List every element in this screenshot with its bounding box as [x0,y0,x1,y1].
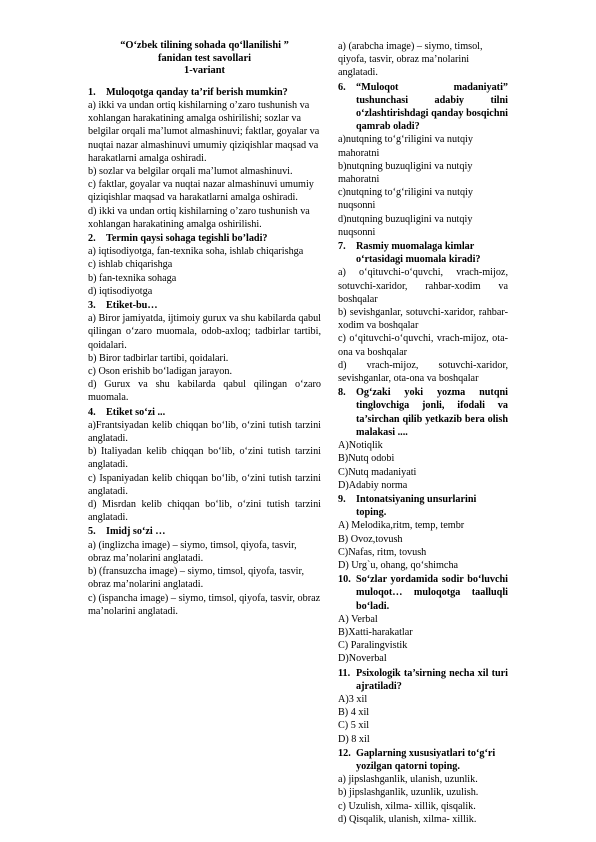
question-number: 11. [338,667,351,679]
option-c: C)Nafas, ritm, tovush [338,546,427,558]
question-text: So‘zlar yordamida sodir bo‘luvchi muloqot… muloqotga taalluqli bo‘ladi. [356,574,508,612]
option-c: c)nutqning to‘g‘riligini va nutqiy nuqsonni [338,187,473,212]
option-d: d) ikki va undan ortiq kishilarning o’zaro tushunish va xohlangan harakatining amalga oshirilishi. [88,205,310,230]
right-column [338,40,508,826]
option-d-continued: a) (arabcha image) – siymo, timsol, qiyofa, tasvir, obraz ma’nolarini anglatadi. [338,41,483,79]
option-b: b) Italiyadan kelib chiqqan bo‘lib, o‘zini tutish tarzini anglatadi. [88,446,321,471]
question-number: 2. [88,233,96,245]
option-a: a)nutqning to‘g‘riligini va nutqiy mahoratni [338,134,473,159]
question-text: Intonatsiyaning unsurlarini toping. [356,493,477,519]
question-number: 5. [88,526,96,538]
question-2 [88,232,321,245]
option-a: A)Notiqlik [338,440,383,452]
question-12 [338,747,508,773]
question-10 [338,573,508,613]
question-7 [338,240,508,266]
question-number: 4. [88,406,96,418]
option-a: a) Biror jamiyatda, ijtimoiy gurux va shu kabilarda qabul qilingan o‘zaro muomala, odob-axloq; tadbirlar tartibi, qoidalari. [88,313,321,351]
option-b: b)nutqning buzuqligini va nutqiy mahoratni [338,160,473,186]
option-d: d) iqtisodiyotga [88,285,153,297]
document-title [88,40,321,78]
option-b: b) jipslashganlik, uzunlik, uzulish. [338,787,479,799]
title-line-1: “O‘zbek tilining sohada qo‘llanilishi ” [120,40,289,51]
option-d: D)Noverbal [338,653,387,665]
question-text: Etiket so‘zi ... [106,406,166,418]
option-a: a) jipslashganlik, ulanish, uzunlik. [338,774,478,786]
option-b: b) fan-texnika sohaga [88,272,177,284]
option-d: d) Qisqalik, ulanish, xilma- xillik. [338,813,477,825]
option-b: b) (fransuzcha image) – siymo, timsol, qiyofa, tasvir, obraz ma’nolarini anglatadi. [88,566,305,591]
question-9 [338,493,508,519]
question-1 [88,86,321,99]
option-d: d)nutqning buzuqligini va nutqiy nuqsonni [338,213,473,238]
option-b: B) Ovoz,tovush [338,533,403,545]
question-text: “Muloqot madaniyati” tushunchasi adabiy tilni o‘zlashtirishdagi qanday bosqichni qamrab oladi? [356,81,508,133]
question-number: 10. [338,574,351,586]
option-b: b) sozlar va belgilar orqali ma’lumot almashinuvi. [88,166,293,177]
question-text: Psixologik ta’sirning necha xil turi ajratiladi? [356,667,508,692]
option-b: b) sevishganlar, sotuvchi-xaridor, rahbar-xodim va boshqalar [338,307,508,332]
question-number: 1. [88,86,96,98]
option-d: d) Misrdan kelib chiqqan bo‘lib, o‘zini tutish tarzini anglatadi. [88,499,321,524]
question-text: Imidj so‘zi … [106,526,166,538]
question-11 [338,667,508,693]
question-6 [338,81,508,134]
left-column [88,40,321,618]
option-a: a) iqtisodiyotga, fan-texnika soha, ishlab chiqarishga [88,246,304,258]
option-b: B)Xatti-harakatlar [338,626,413,638]
option-b: b) Biror tadbirlar tartibi, qoidalari. [88,352,229,364]
option-a: a) (inglizcha image) – siymo, timsol, qiyofa, tasvir, obraz ma’nolarini anglatadi. [88,539,297,564]
option-c: c) faktlar, goyalar va nuqtai nazar almashinuvi umumiy qiziqishlar maqsad va harakatlarni amalga oshiradi. [88,179,314,204]
option-c: c) ishlab chiqarishga [88,259,173,271]
question-text: Etiket-bu… [106,300,158,312]
option-d: D) 8 xil [338,733,370,745]
option-a: a) ikki va undan ortiq kishilarning o’zaro tushunish va xohlangan harakatining amalga oshirilishi; sozlar va belgilar orqali ma’lumot almashinuvi; faktlar, goyalar va nuqtai nazar almashinuvi umumiy qiziqishlar maqsad va harakatlarni amalga oshiradi. [88,99,320,164]
question-5 [88,525,321,538]
option-c: C) 5 xil [338,720,370,732]
question-text: Og‘zaki yoki yozma nutqni tinglovchiga jonli, ifodali va ta’sirchan qilib yetkazib bera olish malakasi .... [356,387,508,438]
option-a: A) Melodika,ritm, temp, tembr [338,520,465,532]
question-number: 3. [88,300,96,312]
question-number: 9. [338,493,346,505]
question-text: Gaplarning xususiyatlari to‘g‘ri yozilgan qatorni toping. [356,747,496,772]
option-a: A) Verbal [338,613,378,625]
option-d: D) Urg`u, ohang, qo‘shimcha [338,559,459,571]
question-text: Muloqotga qanday ta’rif berish mumkin? [106,86,288,98]
question-text: Termin qaysi sohaga tegishli bo’ladi? [106,233,268,245]
question-3 [88,299,321,312]
option-c: C)Nutq madaniyati [338,466,417,478]
option-d: D)Adabiy norma [338,479,408,491]
option-d: d) Gurux va shu kabilarda qabul qilingan o‘zaro muomala. [88,379,321,404]
question-number: 8. [338,387,346,399]
question-number: 12. [338,747,351,759]
question-text: Rasmiy muomalaga kimlar o‘rtasidagi muomala kiradi? [356,241,481,266]
option-c: c) Ispaniyadan kelib chiqqan bo‘lib, o‘zini tutish tarzini anglatadi. [88,472,321,497]
question-number: 7. [338,241,346,253]
option-b: B) 4 xil [338,707,370,719]
question-number: 6. [338,81,346,93]
option-a: a)Frantsiyadan kelib chiqqan bo‘lib, o‘zini tutish tarzini anglatadi. [88,419,321,445]
option-b: B)Nutq odobi [338,453,395,465]
variant-label: 1-variant [184,65,225,77]
option-a: A)3 xil [338,693,368,705]
option-c: C) Paralingvistik [338,640,408,652]
option-c: c) Oson erishib bo‘ladigan jarayon. [88,366,232,378]
option-c: c) (ispancha image) – siymo, timsol, qiyofa, tasvir, obraz ma’nolarini anglatadi. [88,592,321,617]
option-d: d) vrach-mijoz, sotuvchi-xaridor, sevishganlar, ota-ona va boshqalar [338,359,508,385]
option-c: c) o‘qituvchi-o‘quvchi, vrach-mijoz, ota-ona va boshqalar [338,333,508,358]
title-line-2: fanidan test savollari [158,52,251,64]
option-c: c) Uzulish, xilma- xillik, qisqalik. [338,800,476,812]
option-a: a) o‘qituvchi-o‘quvchi, vrach-mijoz, sotuvchi-xaridor, rahbar-xodim va boshqalar [338,267,508,305]
question-4 [88,406,321,419]
question-8 [338,386,508,439]
